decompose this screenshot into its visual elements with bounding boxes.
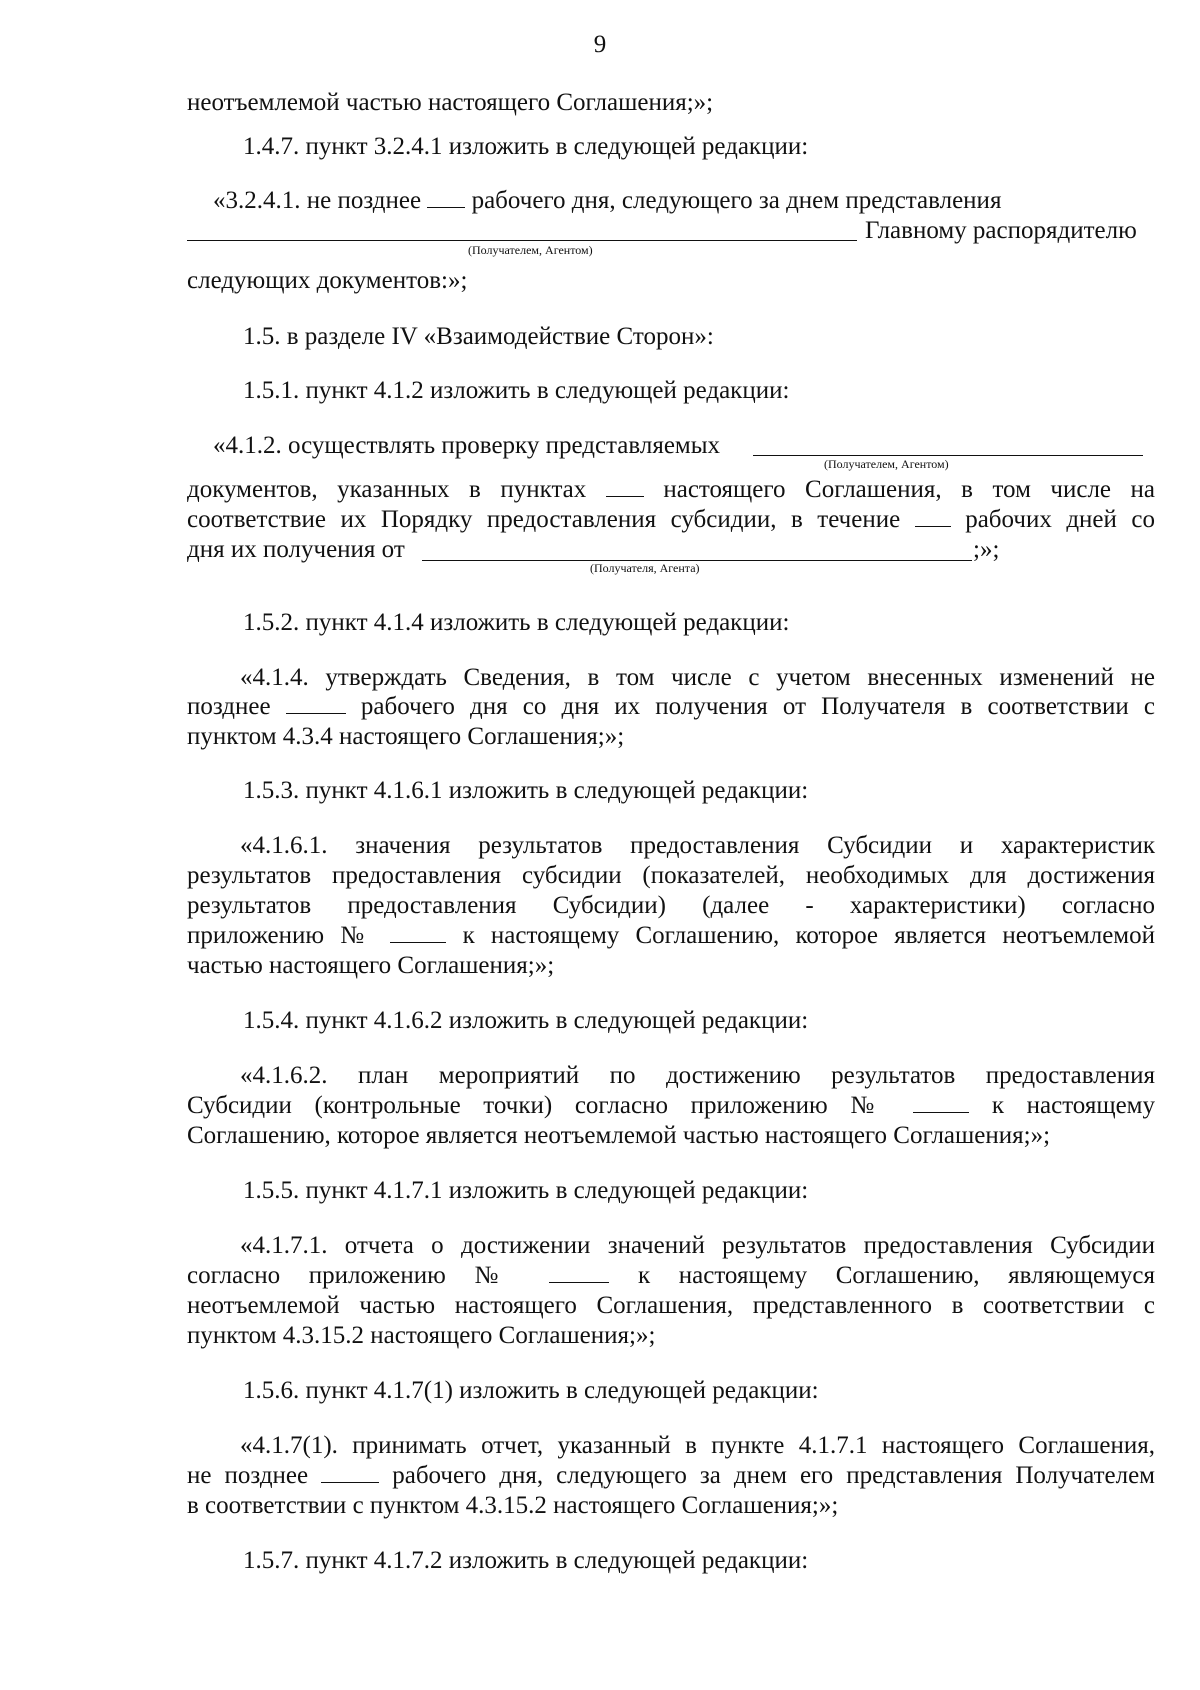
text-fragment: к настоящему Соглашению, которое является неотъемлемой <box>462 922 1156 949</box>
text-fragment: рабочего дня со дня их получения от Получателя в соответствии с <box>360 693 1155 720</box>
text-line: в соответствии с пунктом 4.3.15.2 настоящего Соглашения;»; <box>187 1492 839 1519</box>
text-fragment: ;»; <box>973 536 1000 563</box>
text-line: «4.1.6.2. план мероприятий по достижению результатов предоставления <box>240 1062 1155 1089</box>
section-heading: 1.5.5. пункт 4.1.7.1 изложить в следующей редакции: <box>243 1177 809 1204</box>
text-line: Соглашению, которое является неотъемлемой частью настоящего Соглашения;»; <box>187 1122 1051 1149</box>
text-line: «4.1.6.1. значения результатов предоставления Субсидии и характеристик <box>240 832 1155 859</box>
text-line: следующих документов:»; <box>187 267 468 294</box>
section-heading: 1.5. в разделе IV «Взаимодействие Сторон»: <box>243 323 714 350</box>
text-line <box>187 475 1155 505</box>
field-caption: (Получателя, Агента) <box>590 561 700 575</box>
section-heading: 1.5.7. пункт 4.1.7.2 изложить в следующей редакции: <box>243 1547 809 1574</box>
blank-field <box>549 1262 609 1283</box>
text-line: «4.1.7(1). принимать отчет, указанный в пункте 4.1.7.1 настоящего Соглашения, <box>240 1432 1155 1459</box>
text-fragment: настоящего Соглашения, в том числе на <box>663 476 1156 503</box>
text-fragment: «3.2.4.1. не позднее <box>213 187 422 214</box>
text-line <box>187 1261 1155 1291</box>
text-fragment: документов, указанных в пунктах <box>187 476 587 503</box>
section-heading: 1.5.4. пункт 4.1.6.2 изложить в следующей редакции: <box>243 1007 809 1034</box>
text-line <box>187 1091 1155 1121</box>
text-fragment: к настоящему <box>991 1092 1155 1119</box>
field-caption: (Получателем, Агентом) <box>824 457 949 471</box>
blank-field <box>913 1092 969 1113</box>
text-fragment: Главному распорядителю <box>865 217 1137 244</box>
text-fragment: дня их получения от <box>187 536 405 563</box>
text-fragment: позднее <box>187 693 271 720</box>
text-line: «4.1.4. утверждать Сведения, в том числе с учетом внесенных изменений не <box>240 664 1155 691</box>
section-heading: 1.5.2. пункт 4.1.4 изложить в следующей редакции: <box>243 609 790 636</box>
text-line <box>213 186 1001 216</box>
blank-field <box>390 922 446 943</box>
text-line <box>187 505 1155 535</box>
section-heading: 1.5.6. пункт 4.1.7(1) изложить в следующей редакции: <box>243 1377 819 1404</box>
text-fragment: не позднее <box>187 1462 309 1489</box>
section-heading: 1.5.3. пункт 4.1.6.1 изложить в следующей редакции: <box>243 777 809 804</box>
text-fragment: рабочего дня, следующего за днем представления <box>471 187 1002 214</box>
text-line: результатов предоставления субсидии (показателей, необходимых для достижения <box>187 862 1155 889</box>
text-fragment: приложению № <box>187 922 375 949</box>
blank-field <box>321 1462 379 1483</box>
blank-field <box>427 187 465 208</box>
field-caption: (Получателем, Агентом) <box>468 243 593 257</box>
text-line <box>213 431 720 461</box>
text-line <box>187 921 1155 951</box>
text-fragment: рабочих дней со <box>965 506 1155 533</box>
text-line: частью настоящего Соглашения;»; <box>187 952 555 979</box>
page-number: 9 <box>593 31 607 58</box>
text-line: «4.1.7.1. отчета о достижении значений результатов предоставления Субсидии <box>240 1232 1155 1259</box>
text-line: неотъемлемой частью настоящего Соглашения, представленного в соответствии с <box>187 1292 1155 1319</box>
blank-field <box>187 240 857 241</box>
section-heading: 1.5.1. пункт 4.1.2 изложить в следующей редакции: <box>243 377 790 404</box>
blank-field <box>606 476 644 497</box>
section-heading: 1.4.7. пункт 3.2.4.1 изложить в следующей редакции: <box>243 133 809 160</box>
text-fragment: к настоящему Соглашению, являющемуся <box>637 1262 1156 1289</box>
blank-field <box>286 693 346 714</box>
blank-field <box>753 455 1143 456</box>
text-fragment: соответствие их Порядку предоставления субсидии, в течение <box>187 506 901 533</box>
text-line: неотъемлемой частью настоящего Соглашения;»; <box>187 89 714 116</box>
text-fragment: согласно приложению № <box>187 1262 521 1289</box>
text-fragment: рабочего дня, следующего за днем его представления Получателем <box>392 1462 1155 1489</box>
text-line <box>187 535 405 565</box>
text-fragment: Субсидии (контрольные точки) согласно приложению № <box>187 1092 891 1119</box>
text-line: пунктом 4.3.15.2 настоящего Соглашения;»; <box>187 1322 656 1349</box>
text-line <box>187 692 1155 722</box>
text-fragment: «4.1.2. осуществлять проверку представляемых <box>213 432 721 459</box>
text-line: результатов предоставления Субсидии) (далее - характеристики) согласно <box>187 892 1155 919</box>
blank-field <box>915 506 951 527</box>
text-line: пунктом 4.3.4 настоящего Соглашения;»; <box>187 723 625 750</box>
text-line <box>187 1461 1155 1491</box>
